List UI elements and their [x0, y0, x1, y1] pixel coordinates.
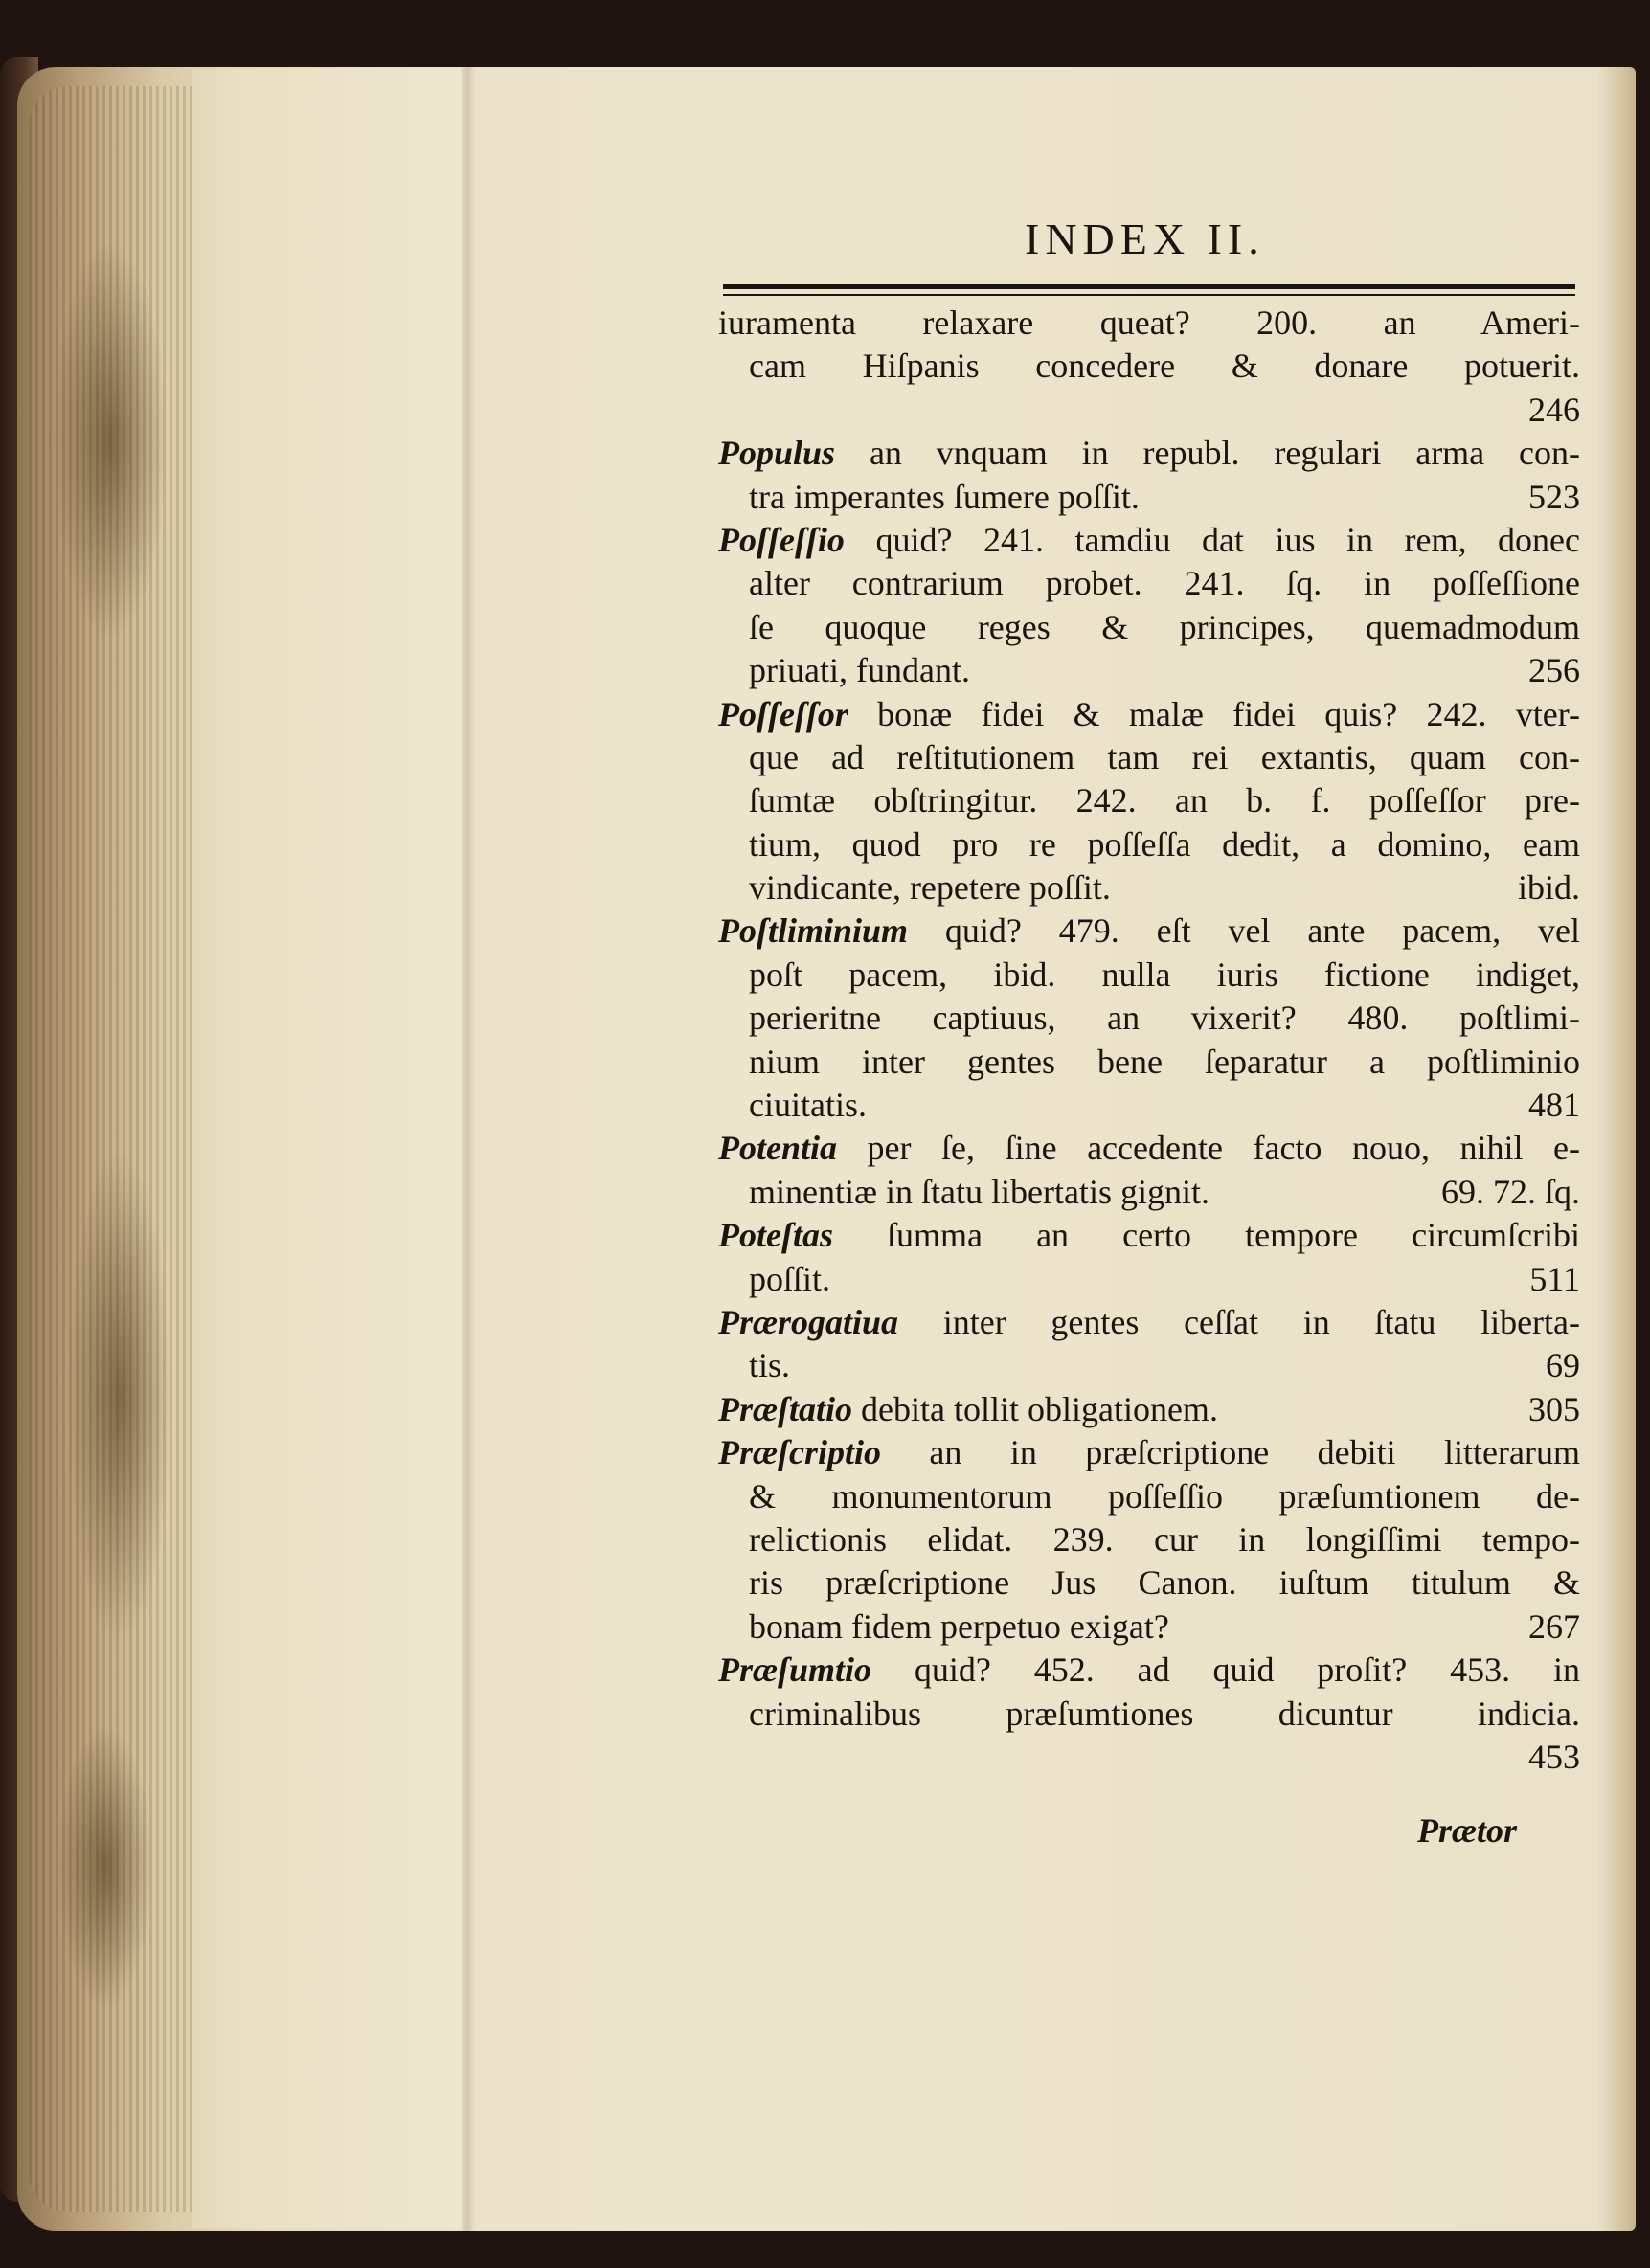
index-lemma: Præſtatio — [718, 1389, 852, 1428]
index-text: ſe quoque reges & principes, quemadmodum — [749, 607, 1580, 646]
index-line — [718, 1475, 1580, 1518]
page-reference: 511 — [1529, 1259, 1580, 1298]
index-lemma: Poſſeſſio — [718, 520, 845, 559]
index-text: debita tollit obligationem. — [861, 1389, 1218, 1428]
index-lemma: Populus — [718, 434, 836, 473]
index-line — [718, 1606, 1580, 1649]
index-entry — [718, 909, 1580, 1127]
index-line — [718, 1127, 1580, 1170]
index-entries — [718, 302, 1580, 1779]
index-text: perieritne captiuus, an vixerit? 480. poſtlimi- — [749, 999, 1580, 1038]
index-line — [718, 1693, 1580, 1736]
index-text: poſſit. — [749, 1259, 831, 1298]
index-text: & monumentorum poſſeſſio præſumtionem de- — [749, 1476, 1580, 1516]
index-entry — [718, 1214, 1580, 1301]
index-text: quid? 241. tamdiu dat ius in rem, donec — [875, 520, 1580, 559]
index-lemma: Poſtliminium — [718, 911, 909, 951]
page-header — [622, 206, 1580, 273]
index-lemma: Prærogatiua — [718, 1302, 899, 1341]
index-line — [718, 432, 1580, 475]
flyleaf — [192, 69, 462, 2228]
index-line — [718, 476, 1580, 519]
index-text: bonæ fidei & malæ fidei quis? 242. vter- — [877, 694, 1580, 733]
index-line — [718, 649, 1580, 692]
index-text: priuati, fundant. — [749, 651, 970, 690]
page-stain — [57, 1723, 153, 2010]
index-text: inter gentes ceſſat in ſtatu liberta- — [942, 1302, 1580, 1341]
index-line — [718, 954, 1580, 997]
index-text: ris præſcriptione Jus Canon. iuſtum titulum & — [749, 1563, 1580, 1603]
index-lemma: Poteſtas — [718, 1216, 833, 1255]
index-entry — [718, 1388, 1580, 1431]
index-line — [718, 1171, 1580, 1214]
index-text: minentiæ in ſtatu libertatis gignit. — [749, 1172, 1209, 1211]
page-reference: 453 — [1528, 1737, 1580, 1776]
index-text: tra imperantes ſumere poſſit. — [749, 477, 1140, 516]
index-line — [718, 1649, 1580, 1692]
index-entry — [718, 1301, 1580, 1388]
page-fold — [460, 67, 475, 2231]
index-entry — [718, 302, 1580, 432]
header-rule — [723, 284, 1575, 289]
index-lemma: Poſſeſſor — [718, 694, 848, 733]
index-lemma: Præſumtio — [718, 1650, 872, 1690]
index-entry — [718, 693, 1580, 910]
index-line — [718, 866, 1580, 909]
index-entry — [718, 1431, 1580, 1649]
index-entry — [718, 1649, 1580, 1779]
index-line — [718, 519, 1580, 562]
index-text: criminalibus præſumtiones dicuntur indicia. — [749, 1694, 1580, 1733]
index-text: que ad reſtitutionem tam rei extantis, quam con- — [749, 737, 1580, 776]
header-rule — [723, 294, 1575, 296]
index-line — [718, 693, 1580, 736]
index-text: relictionis elidat. 239. cur in longiſſimi tempo- — [749, 1519, 1580, 1559]
index-text: ſumtæ obſtringitur. 242. an b. f. poſſeſſor pre- — [749, 781, 1580, 820]
index-lemma: Præſcriptio — [718, 1433, 881, 1472]
index-line — [718, 1344, 1580, 1387]
page-reference: 69. 72. ſq. — [1440, 1172, 1580, 1211]
index-text: quid? 479. eſt vel ante pacem, vel — [944, 911, 1580, 951]
index-text: iuramenta relaxare queat? 200. an Ameri- — [718, 303, 1580, 342]
index-line — [718, 1388, 1580, 1431]
page-title: INDEX II. — [1025, 214, 1265, 263]
page-reference: 267 — [1528, 1606, 1580, 1646]
index-line — [718, 1084, 1580, 1127]
page-reference: 523 — [1528, 477, 1580, 516]
index-line — [718, 909, 1580, 953]
index-text: cam Hiſpanis concedere & donare potuerit. — [749, 347, 1580, 386]
page-stain — [53, 239, 168, 641]
index-line — [718, 389, 1580, 432]
index-line — [718, 1301, 1580, 1344]
index-text: tium, quod pro re poſſeſſa dedit, a domino, eam — [749, 824, 1580, 864]
index-text: tis. — [749, 1346, 791, 1385]
index-text: ciuitatis. — [749, 1086, 867, 1125]
index-line — [718, 736, 1580, 779]
index-entry — [718, 432, 1580, 519]
index-text: an in præſcriptione debiti litterarum — [929, 1433, 1580, 1472]
index-line — [718, 823, 1580, 866]
index-line — [718, 1214, 1580, 1257]
index-line — [718, 1431, 1580, 1474]
index-text: poſt pacem, ibid. nulla iuris fictione indiget, — [749, 954, 1580, 994]
page-reference: ibid. — [1517, 868, 1580, 908]
index-text: an vnquam in republ. regulari arma con- — [869, 434, 1580, 473]
index-line — [718, 606, 1580, 649]
index-line — [718, 997, 1580, 1040]
index-line — [718, 302, 1580, 345]
index-text: bonam fidem perpetuo exigat? — [749, 1606, 1169, 1646]
index-page — [622, 206, 1580, 1920]
index-entry — [718, 1127, 1580, 1214]
index-line — [718, 345, 1580, 388]
page-reference: 481 — [1528, 1086, 1580, 1125]
page-reference: 256 — [1528, 651, 1580, 690]
index-entry — [718, 519, 1580, 693]
index-line — [718, 1736, 1580, 1779]
index-text: vindicante, repetere poſſit. — [749, 868, 1111, 908]
page-reference: 305 — [1528, 1389, 1580, 1428]
page-reference: 246 — [1528, 390, 1580, 429]
index-line — [718, 779, 1580, 822]
index-text: ſumma an certo tempore circumſcribi — [887, 1216, 1580, 1255]
index-line — [718, 562, 1580, 605]
index-text: nium inter gentes bene ſeparatur a poſtliminio — [749, 1042, 1580, 1081]
index-lemma: Potentia — [718, 1129, 837, 1168]
index-text: alter contrarium probet. 241. ſq. in poſſeſſione — [749, 564, 1580, 603]
page-reference: 69 — [1546, 1346, 1580, 1385]
index-line — [718, 1258, 1580, 1301]
index-line — [718, 1518, 1580, 1561]
index-text: per ſe, ſine accedente facto nouo, nihil e- — [867, 1129, 1580, 1168]
index-line — [718, 1561, 1580, 1605]
index-text: quid? 452. ad quid proſit? 453. in — [914, 1650, 1580, 1690]
catchword: Prætor — [1417, 1811, 1518, 1850]
page-stain — [67, 1149, 172, 1647]
index-line — [718, 1041, 1580, 1084]
